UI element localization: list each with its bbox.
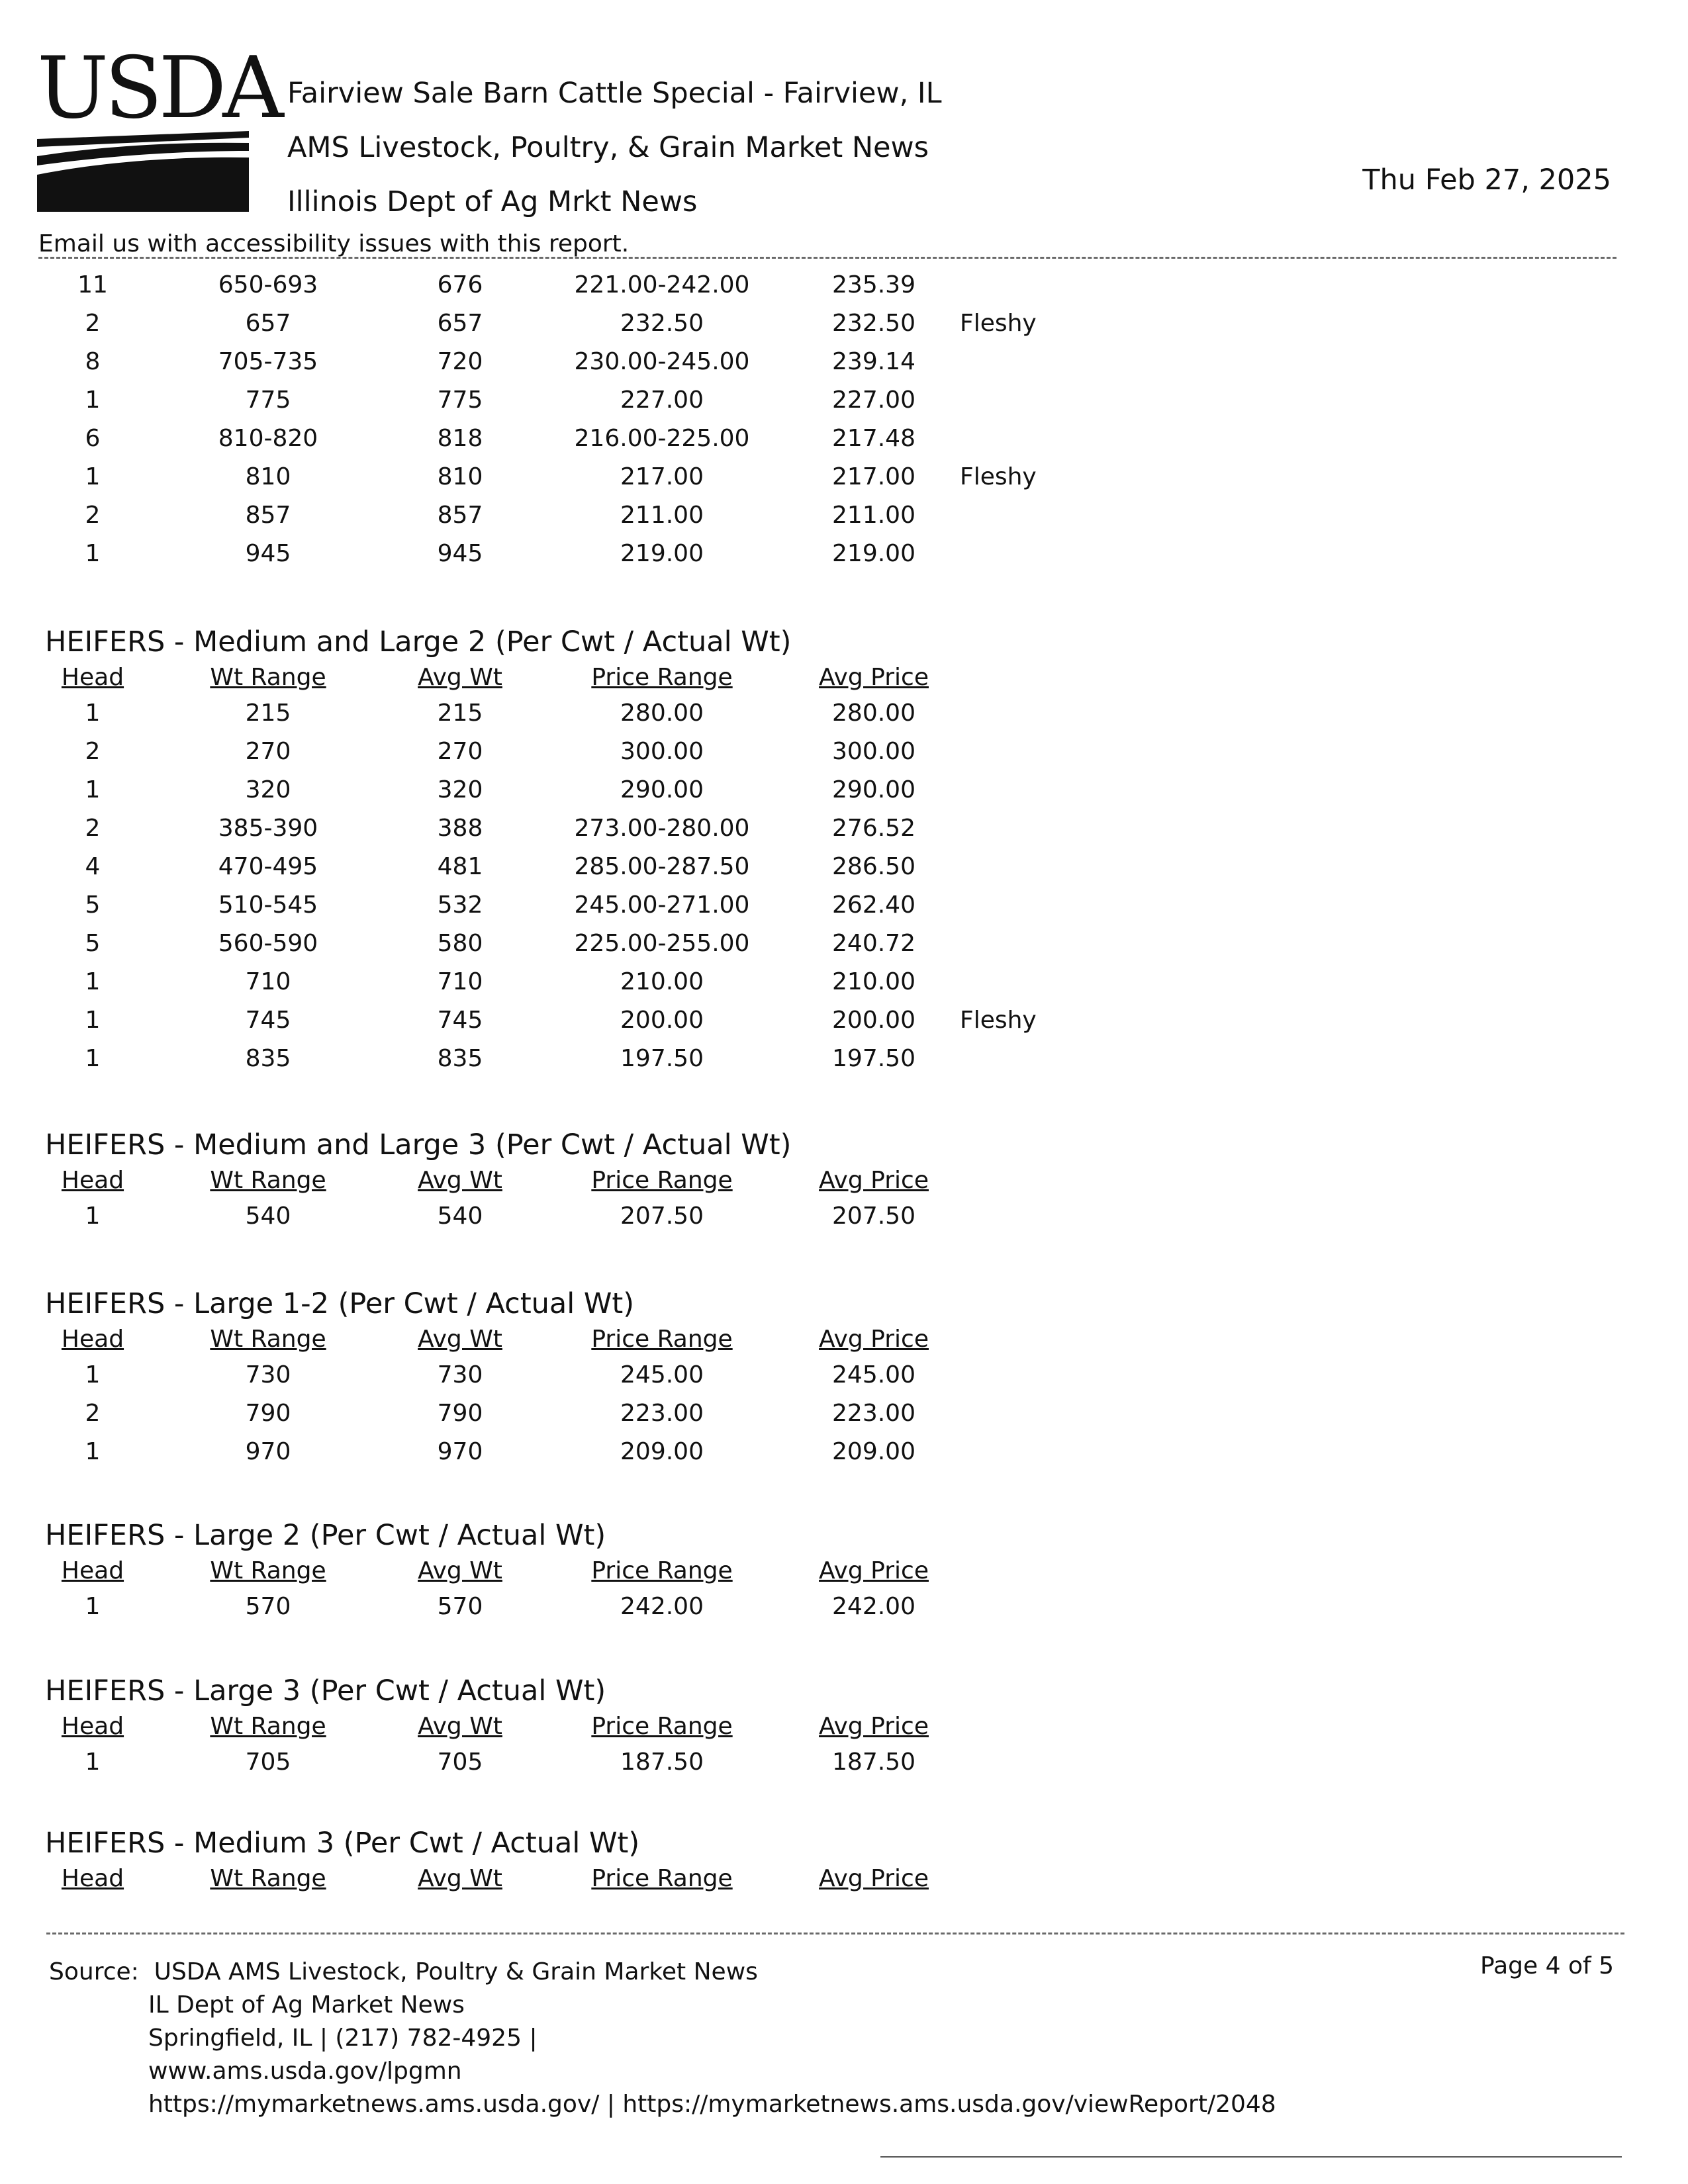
column-header-price-range: Price Range xyxy=(591,1167,733,1194)
cell-avg-price: 239.14 xyxy=(832,348,915,375)
column-header-head: Head xyxy=(61,1326,124,1353)
cell-price-range: 232.50 xyxy=(620,310,704,337)
cell-head: 1 xyxy=(85,1438,101,1465)
cell-avg-wt: 710 xyxy=(437,968,483,995)
cell-avg-price: 227.00 xyxy=(832,387,915,414)
cell-avg-price: 223.00 xyxy=(832,1400,915,1427)
cell-avg-wt: 657 xyxy=(437,310,483,337)
cell-head: 6 xyxy=(85,425,101,452)
cell-wt-range: 945 xyxy=(245,540,291,567)
cell-price-range: 216.00-225.00 xyxy=(574,425,750,452)
cell-wt-range: 215 xyxy=(245,700,291,727)
column-header-price-range: Price Range xyxy=(591,1557,733,1584)
column-header-price-range: Price Range xyxy=(591,1326,733,1353)
cell-avg-price: 235.39 xyxy=(832,271,915,298)
cell-head: 2 xyxy=(85,738,101,765)
cell-price-range: 225.00-255.00 xyxy=(574,930,750,957)
cell-wt-range: 810-820 xyxy=(218,425,318,452)
cell-avg-wt: 481 xyxy=(437,853,483,880)
source-label: Source: xyxy=(49,1958,139,1985)
cell-avg-price: 219.00 xyxy=(832,540,915,567)
cell-price-range: 223.00 xyxy=(620,1400,704,1427)
cell-wt-range: 730 xyxy=(245,1361,291,1388)
report-agency: AMS Livestock, Poultry, & Grain Market News xyxy=(287,131,929,164)
cell-wt-range: 470-495 xyxy=(218,853,318,880)
report-title: Fairview Sale Barn Cattle Special - Fairview, IL xyxy=(287,77,942,110)
cell-wt-range: 540 xyxy=(245,1203,291,1230)
cell-avg-wt: 215 xyxy=(437,700,483,727)
cell-price-range: 230.00-245.00 xyxy=(574,348,750,375)
cell-price-range: 219.00 xyxy=(620,540,704,567)
continued-table xyxy=(0,271,1688,582)
cell-head: 1 xyxy=(85,1593,101,1620)
cell-avg-price: 290.00 xyxy=(832,776,915,803)
cell-head: 2 xyxy=(85,1400,101,1427)
cell-price-range: 300.00 xyxy=(620,738,704,765)
cell-avg-price: 286.50 xyxy=(832,853,915,880)
column-header-avg-price: Avg Price xyxy=(819,1865,929,1892)
cell-avg-wt: 580 xyxy=(437,930,483,957)
footer-links[interactable]: https://mymarketnews.ams.usda.gov/ | https://mymarketnews.ams.usda.gov/viewReport/2048 xyxy=(148,2091,1276,2118)
section-title: HEIFERS - Large 3 (Per Cwt / Actual Wt) xyxy=(45,1674,606,1707)
column-header-avg-price: Avg Price xyxy=(819,664,929,691)
cell-avg-wt: 270 xyxy=(437,738,483,765)
cell-avg-price: 217.00 xyxy=(832,463,915,490)
cell-avg-price: 197.50 xyxy=(832,1045,915,1072)
cell-price-range: 207.50 xyxy=(620,1203,704,1230)
cell-avg-price: 211.00 xyxy=(832,502,915,529)
cell-price-range: 200.00 xyxy=(620,1007,704,1034)
column-header-head: Head xyxy=(61,1865,124,1892)
cell-price-range: 273.00-280.00 xyxy=(574,815,750,842)
cell-price-range: 242.00 xyxy=(620,1593,704,1620)
cell-avg-price: 262.40 xyxy=(832,891,915,919)
cell-price-range: 221.00-242.00 xyxy=(574,271,750,298)
footer-divider xyxy=(46,1933,1624,1934)
usda-logo-text: USDA xyxy=(37,39,280,138)
cell-wt-range: 835 xyxy=(245,1045,291,1072)
cell-price-range: 245.00 xyxy=(620,1361,704,1388)
cell-head: 5 xyxy=(85,891,101,919)
cell-avg-wt: 705 xyxy=(437,1749,483,1776)
cell-price-range: 245.00-271.00 xyxy=(574,891,750,919)
report-heading xyxy=(287,66,942,229)
cell-wt-range: 320 xyxy=(245,776,291,803)
section-title: HEIFERS - Large 2 (Per Cwt / Actual Wt) xyxy=(45,1519,606,1552)
cell-avg-wt: 857 xyxy=(437,502,483,529)
cell-price-range: 280.00 xyxy=(620,700,704,727)
row-note: Fleshy xyxy=(960,463,1037,490)
column-header-avg-price: Avg Price xyxy=(819,1557,929,1584)
cell-wt-range: 775 xyxy=(245,387,291,414)
cell-head: 1 xyxy=(85,776,101,803)
cell-wt-range: 857 xyxy=(245,502,291,529)
column-header-head: Head xyxy=(61,664,124,691)
report-footer xyxy=(49,1956,1276,2121)
cell-wt-range: 270 xyxy=(245,738,291,765)
cell-avg-wt: 818 xyxy=(437,425,483,452)
page-number: Page 4 of 5 xyxy=(1480,1952,1614,1979)
cell-avg-price: 200.00 xyxy=(832,1007,915,1034)
cell-head: 1 xyxy=(85,1749,101,1776)
cell-avg-wt: 570 xyxy=(437,1593,483,1620)
cell-head: 1 xyxy=(85,968,101,995)
column-header-avg-wt: Avg Wt xyxy=(418,1557,502,1584)
section-title: HEIFERS - Medium and Large 2 (Per Cwt / Actual Wt) xyxy=(45,625,792,659)
column-header-wt-range: Wt Range xyxy=(210,1557,326,1584)
row-note: Fleshy xyxy=(960,310,1037,337)
source-name: USDA AMS Livestock, Poultry & Grain Market News xyxy=(154,1958,758,1985)
cell-avg-price: 217.48 xyxy=(832,425,915,452)
cell-avg-price: 280.00 xyxy=(832,700,915,727)
cell-wt-range: 745 xyxy=(245,1007,291,1034)
cell-wt-range: 650-693 xyxy=(218,271,318,298)
cell-avg-wt: 945 xyxy=(437,540,483,567)
cell-head: 2 xyxy=(85,815,101,842)
cell-head: 1 xyxy=(85,540,101,567)
cell-avg-wt: 388 xyxy=(437,815,483,842)
cell-avg-wt: 540 xyxy=(437,1203,483,1230)
column-header-avg-price: Avg Price xyxy=(819,1326,929,1353)
cell-head: 4 xyxy=(85,853,101,880)
cell-wt-range: 810 xyxy=(245,463,291,490)
cell-price-range: 210.00 xyxy=(620,968,704,995)
cell-head: 1 xyxy=(85,1045,101,1072)
column-header-price-range: Price Range xyxy=(591,664,733,691)
column-header-head: Head xyxy=(61,1557,124,1584)
cell-avg-wt: 745 xyxy=(437,1007,483,1034)
cell-wt-range: 560-590 xyxy=(218,930,318,957)
header-divider xyxy=(38,257,1617,259)
cell-price-range: 187.50 xyxy=(620,1749,704,1776)
cell-head: 2 xyxy=(85,502,101,529)
cell-avg-price: 209.00 xyxy=(832,1438,915,1465)
column-header-avg-price: Avg Price xyxy=(819,1167,929,1194)
cell-avg-price: 207.50 xyxy=(832,1203,915,1230)
cell-avg-wt: 775 xyxy=(437,387,483,414)
cell-price-range: 211.00 xyxy=(620,502,704,529)
cell-avg-wt: 532 xyxy=(437,891,483,919)
footer-contact: Springfield, IL | (217) 782-4925 | xyxy=(148,2025,538,2052)
bottom-rule xyxy=(880,2156,1622,2158)
cell-head: 1 xyxy=(85,463,101,490)
cell-avg-wt: 790 xyxy=(437,1400,483,1427)
cell-wt-range: 570 xyxy=(245,1593,291,1620)
cell-head: 1 xyxy=(85,1203,101,1230)
cell-head: 1 xyxy=(85,700,101,727)
report-dept: Illinois Dept of Ag Mrkt News xyxy=(287,185,698,218)
cell-head: 8 xyxy=(85,348,101,375)
report-date: Thu Feb 27, 2025 xyxy=(1362,163,1611,197)
footer-dept: IL Dept of Ag Market News xyxy=(148,1991,465,2019)
section-title: HEIFERS - Medium and Large 3 (Per Cwt / Actual Wt) xyxy=(45,1128,792,1161)
cell-avg-wt: 835 xyxy=(437,1045,483,1072)
column-header-wt-range: Wt Range xyxy=(210,1713,326,1740)
cell-avg-price: 232.50 xyxy=(832,310,915,337)
cell-avg-price: 300.00 xyxy=(832,738,915,765)
column-header-price-range: Price Range xyxy=(591,1865,733,1892)
cell-head: 1 xyxy=(85,1007,101,1034)
cell-head: 1 xyxy=(85,387,101,414)
footer-website-link[interactable]: www.ams.usda.gov/lpgmn xyxy=(148,2058,462,2085)
cell-wt-range: 385-390 xyxy=(218,815,318,842)
cell-price-range: 290.00 xyxy=(620,776,704,803)
column-header-price-range: Price Range xyxy=(591,1713,733,1740)
row-note: Fleshy xyxy=(960,1007,1037,1034)
cell-price-range: 217.00 xyxy=(620,463,704,490)
cell-price-range: 227.00 xyxy=(620,387,704,414)
cell-price-range: 209.00 xyxy=(620,1438,704,1465)
cell-wt-range: 705 xyxy=(245,1749,291,1776)
column-header-wt-range: Wt Range xyxy=(210,1865,326,1892)
column-header-avg-price: Avg Price xyxy=(819,1713,929,1740)
cell-avg-price: 187.50 xyxy=(832,1749,915,1776)
cell-price-range: 197.50 xyxy=(620,1045,704,1072)
column-header-avg-wt: Avg Wt xyxy=(418,664,502,691)
column-header-head: Head xyxy=(61,1167,124,1194)
column-header-wt-range: Wt Range xyxy=(210,1167,326,1194)
cell-price-range: 285.00-287.50 xyxy=(574,853,750,880)
cell-wt-range: 705-735 xyxy=(218,348,318,375)
column-header-head: Head xyxy=(61,1713,124,1740)
cell-head: 2 xyxy=(85,310,101,337)
section-title: HEIFERS - Medium 3 (Per Cwt / Actual Wt) xyxy=(45,1827,640,1860)
cell-avg-price: 245.00 xyxy=(832,1361,915,1388)
cell-head: 5 xyxy=(85,930,101,957)
column-header-avg-wt: Avg Wt xyxy=(418,1865,502,1892)
cell-wt-range: 790 xyxy=(245,1400,291,1427)
cell-head: 1 xyxy=(85,1361,101,1388)
cell-wt-range: 970 xyxy=(245,1438,291,1465)
column-header-avg-wt: Avg Wt xyxy=(418,1167,502,1194)
cell-wt-range: 657 xyxy=(245,310,291,337)
accessibility-link[interactable]: Email us with accessibility issues with this report. xyxy=(38,230,630,257)
cell-avg-wt: 730 xyxy=(437,1361,483,1388)
column-header-avg-wt: Avg Wt xyxy=(418,1326,502,1353)
cell-avg-wt: 720 xyxy=(437,348,483,375)
cell-avg-price: 242.00 xyxy=(832,1593,915,1620)
column-header-wt-range: Wt Range xyxy=(210,664,326,691)
cell-avg-wt: 810 xyxy=(437,463,483,490)
section-title: HEIFERS - Large 1-2 (Per Cwt / Actual Wt) xyxy=(45,1287,635,1320)
usda-logo-swoosh-icon xyxy=(37,127,256,213)
cell-avg-price: 210.00 xyxy=(832,968,915,995)
usda-logo xyxy=(37,39,280,218)
column-header-avg-wt: Avg Wt xyxy=(418,1713,502,1740)
cell-wt-range: 710 xyxy=(245,968,291,995)
cell-avg-price: 240.72 xyxy=(832,930,915,957)
cell-avg-wt: 970 xyxy=(437,1438,483,1465)
cell-avg-wt: 320 xyxy=(437,776,483,803)
cell-wt-range: 510-545 xyxy=(218,891,318,919)
cell-avg-price: 276.52 xyxy=(832,815,915,842)
cell-head: 11 xyxy=(77,271,108,298)
column-header-wt-range: Wt Range xyxy=(210,1326,326,1353)
cell-avg-wt: 676 xyxy=(437,271,483,298)
